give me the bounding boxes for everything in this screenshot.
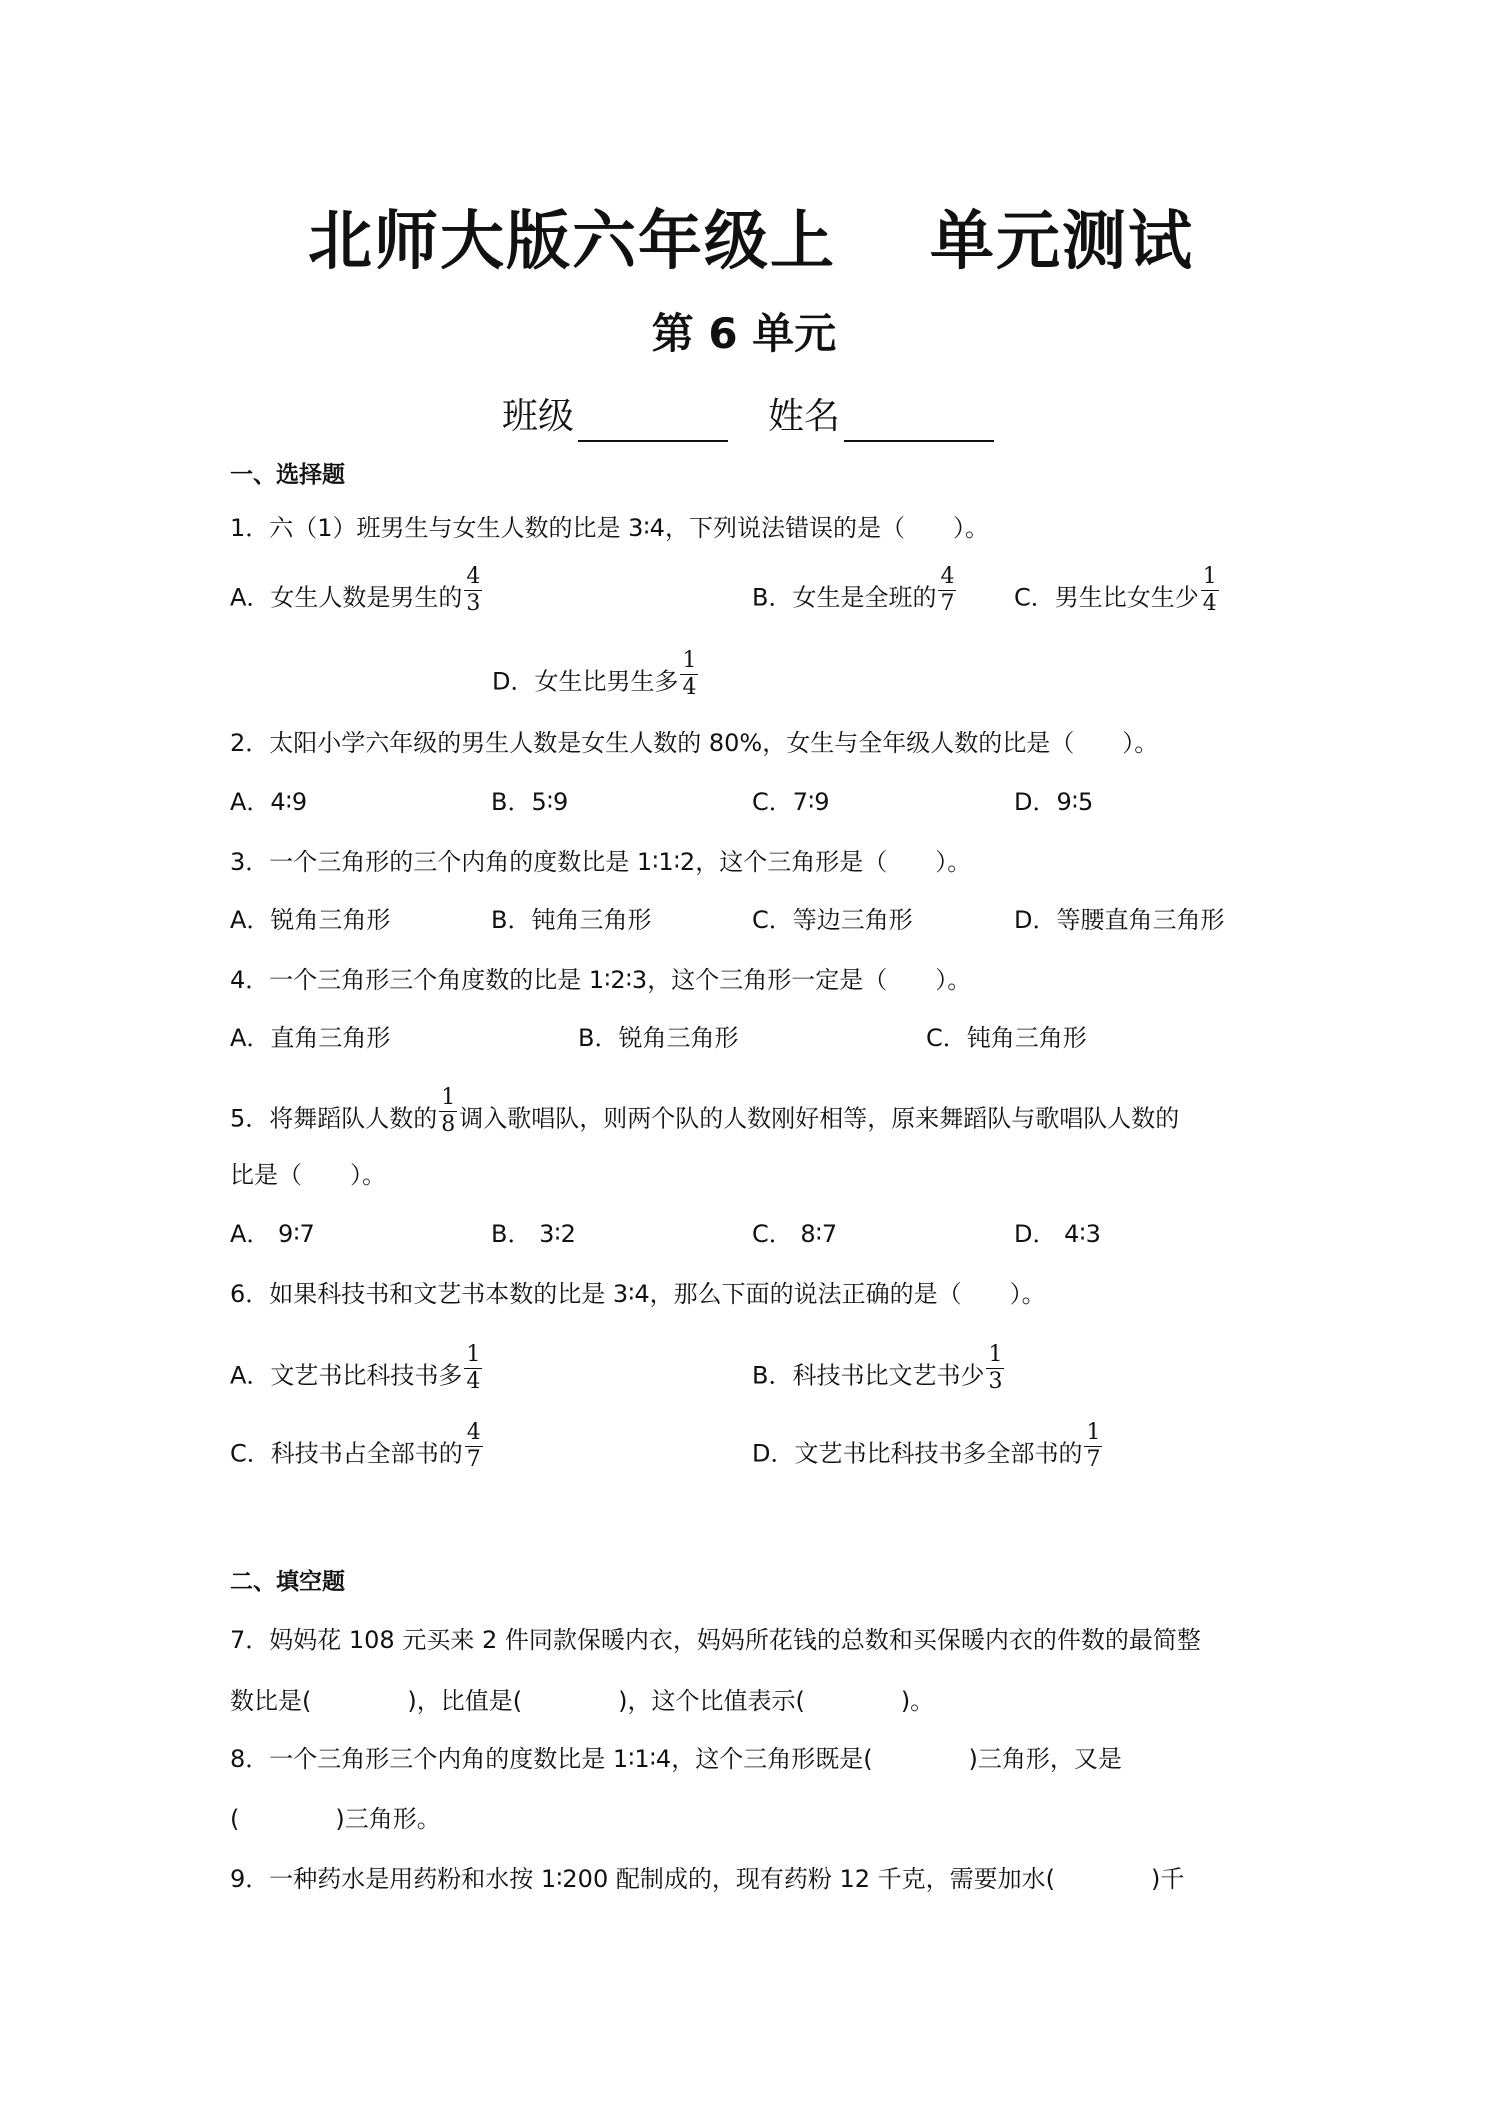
- unit-subtitle: 第 6 单元: [651, 309, 837, 358]
- question-7-line1: 7．妈妈花 108 元买来 2 件同款保暖内衣，妈妈所花钱的总数和买保暖内衣的件数的最简整: [230, 1626, 1201, 1654]
- q2-option-c: C．7∶9: [752, 788, 830, 816]
- fraction: $\frac{1}{4}$: [1202, 564, 1217, 616]
- q5-option-c: C． 8∶7: [752, 1220, 838, 1248]
- q6-option-a: A．文艺书比科技书多 $\frac{1}{4}$: [230, 1342, 481, 1394]
- q4-option-c: C．钝角三角形: [926, 1024, 1087, 1052]
- q6-option-c: C．科技书占全部书的 $\frac{4}{7}$: [230, 1420, 481, 1472]
- q5-option-d: D． 4∶3: [1014, 1220, 1101, 1248]
- fraction: $\frac{1}{4}$: [466, 1342, 481, 1394]
- q1-option-d: D．女生比男生多 $\frac{1}{4}$: [492, 648, 697, 700]
- q5-option-b: B． 3∶2: [491, 1220, 576, 1248]
- q4-option-b: B．锐角三角形: [578, 1024, 739, 1052]
- question-9-line1: 9．一种药水是用药粉和水按 1∶200 配制成的，现有药粉 12 千克，需要加水( )千: [230, 1865, 1185, 1893]
- class-blank[interactable]: [578, 398, 728, 442]
- question-1-stem: 1．六（1）班男生与女生人数的比是 3∶4，下列说法错误的是（ ）。: [230, 514, 989, 542]
- q1-option-b: B．女生是全班的 $\frac{4}{7}$: [752, 564, 955, 616]
- question-3-stem: 3．一个三角形的三个内角的度数比是 1∶1∶2，这个三角形是（ ）。: [230, 848, 972, 876]
- q3-option-a: A．锐角三角形: [230, 906, 391, 934]
- fraction: $\frac{1}{8}$: [441, 1085, 456, 1137]
- class-label: 班级: [502, 396, 575, 437]
- question-7-line2: 数比是( )，比值是( )，这个比值表示( )。: [230, 1687, 935, 1715]
- fraction: $\frac{1}{4}$: [682, 648, 697, 700]
- question-4-stem: 4．一个三角形三个角度数的比是 1∶2∶3，这个三角形一定是（ ）。: [230, 966, 972, 994]
- section-title-choice: 一、选择题: [230, 462, 345, 488]
- fraction: $\frac{4}{7}$: [466, 1420, 481, 1472]
- question-5-stem: 5．将舞蹈队人数的 $\frac{1}{8}$ 调入歌唱队，则两个队的人数刚好相等，原来舞蹈队与歌唱队人数的: [230, 1085, 1180, 1137]
- fraction: $\frac{1}{7}$: [1086, 1420, 1101, 1472]
- question-8-line2: ( )三角形。: [230, 1805, 441, 1833]
- q3-option-b: B．钝角三角形: [491, 906, 652, 934]
- q3-option-d: D．等腰直角三角形: [1014, 906, 1225, 934]
- question-8-line1: 8．一个三角形三个内角的度数比是 1∶1∶4，这个三角形既是( )三角形，又是: [230, 1745, 1122, 1773]
- q6-option-b: B．科技书比文艺书少 $\frac{1}{3}$: [752, 1342, 1003, 1394]
- page-title-left: 北师大版六年级上: [308, 205, 836, 279]
- name-label: 姓名: [768, 396, 841, 437]
- question-6-stem: 6．如果科技书和文艺书本数的比是 3∶4，那么下面的说法正确的是（ ）。: [230, 1280, 1046, 1308]
- fraction: $\frac{4}{3}$: [466, 564, 481, 616]
- q5-option-a: A． 9∶7: [230, 1220, 315, 1248]
- page-title-right: 单元测试: [930, 205, 1194, 279]
- question-2-stem: 2．太阳小学六年级的男生人数是女生人数的 80%，女生与全年级人数的比是（ ）。: [230, 729, 1159, 757]
- class-field: [502, 392, 728, 442]
- q2-option-b: B．5∶9: [491, 788, 569, 816]
- name-blank[interactable]: [844, 398, 994, 442]
- q3-option-c: C．等边三角形: [752, 906, 913, 934]
- section-title-fill: 二、填空题: [230, 1569, 345, 1595]
- question-5-stem-line2: 比是（ ）。: [230, 1161, 386, 1189]
- fraction: $\frac{4}{7}$: [940, 564, 955, 616]
- q4-option-a: A．直角三角形: [230, 1024, 391, 1052]
- q2-option-d: D．9∶5: [1014, 788, 1094, 816]
- q2-option-a: A．4∶9: [230, 788, 308, 816]
- fraction: $\frac{1}{3}$: [988, 1342, 1003, 1394]
- q1-option-c: C．男生比女生少 $\frac{1}{4}$: [1014, 564, 1217, 616]
- q1-option-a: A．女生人数是男生的 $\frac{4}{3}$: [230, 564, 481, 616]
- name-field: [768, 392, 994, 442]
- q6-option-d: D．文艺书比科技书多全部书的 $\frac{1}{7}$: [752, 1420, 1101, 1472]
